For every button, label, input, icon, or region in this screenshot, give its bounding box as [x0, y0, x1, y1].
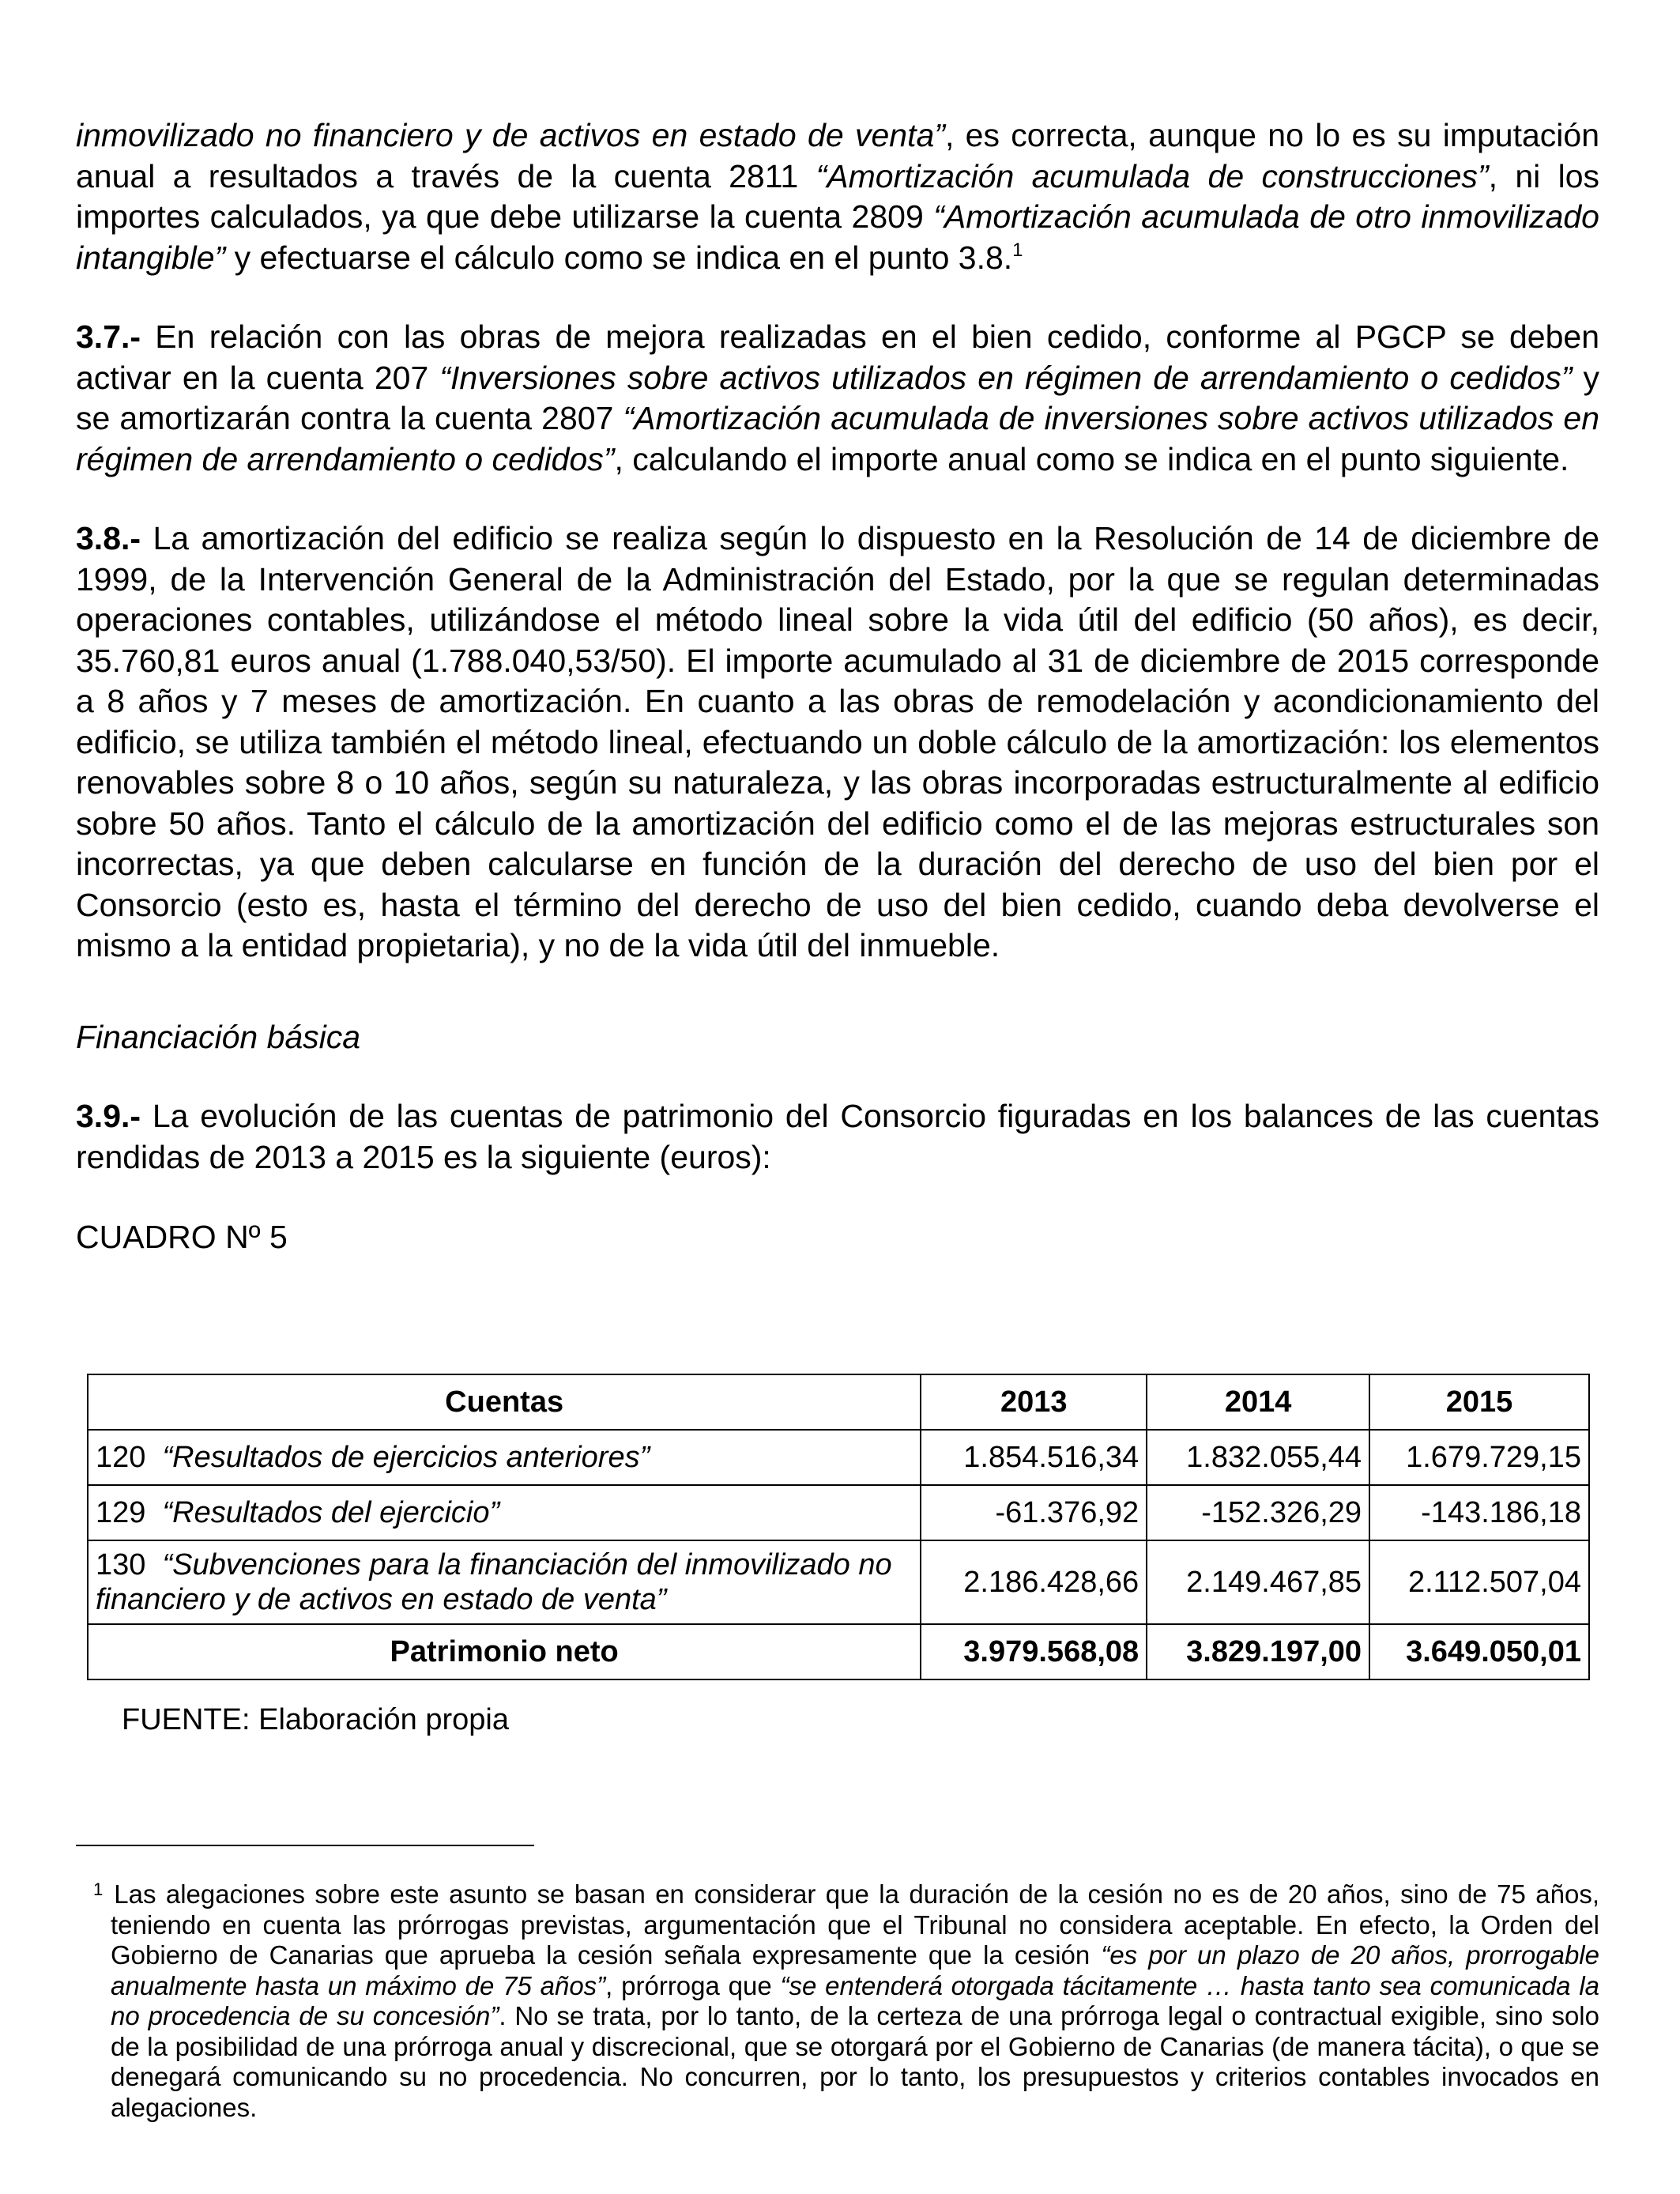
amount-cell: 2.186.428,66: [921, 1540, 1147, 1624]
amount-cell: 1.832.055,44: [1147, 1430, 1369, 1485]
footnote-text: [76, 1879, 1599, 2123]
total-amount-cell: 3.829.197,00: [1147, 1624, 1369, 1679]
amount-cell: -61.376,92: [921, 1485, 1147, 1540]
account-name-italic: “Amortización acumulada de otro inmovilizado intangible”: [76, 198, 1599, 276]
account-name: “Subvenciones para la financiación del inmovilizado no financiero y de activos en estado de venta”: [96, 1548, 892, 1616]
footnote-text-part: , prórroga que: [605, 1970, 781, 2000]
account-name-italic: “Amortización acumulada de inversiones sobre activos utilizados en régimen de arrendamiento o cedidos”: [76, 400, 1599, 477]
total-amount-cell: 3.979.568,08: [921, 1624, 1147, 1679]
paragraph-text: , ni los importes calculados, ya que debe utilizarse la cuenta 2809: [76, 157, 1599, 235]
amount-cell: 1.854.516,34: [921, 1430, 1147, 1485]
paragraph-text: y efectuarse el cálculo como se indica en el punto 3.8.: [225, 239, 1013, 276]
paragraph-number: 3.9.-: [76, 1098, 141, 1134]
column-header: 2014: [1147, 1374, 1369, 1430]
account-name-italic: “Inversiones sobre activos utilizados en régimen de arrendamiento o cedidos”: [439, 359, 1573, 396]
paragraph-3-9: [76, 1096, 1599, 1178]
account-name-italic: inmovilizado no financiero y de activos en estado de venta”: [76, 117, 945, 153]
amount-cell: -143.186,18: [1369, 1485, 1589, 1540]
amount-cell: 1.679.729,15: [1369, 1430, 1589, 1485]
account-cell: [88, 1540, 921, 1624]
account-name: “Resultados del ejercicio”: [162, 1496, 500, 1529]
account-cell: [88, 1485, 921, 1540]
total-label: Patrimonio neto: [88, 1624, 921, 1679]
footnote-reference[interactable]: 1: [1012, 239, 1023, 261]
paragraph-text: La evolución de las cuentas de patrimonio del Consorcio figuradas en los balances de las cuentas rendidas de 2013 a 2015 es la siguiente (euros):: [76, 1098, 1599, 1175]
table-source: FUENTE: Elaboración propia: [122, 1703, 509, 1736]
amount-cell: -152.326,29: [1147, 1485, 1369, 1540]
paragraph-3-8: [76, 518, 1599, 967]
paragraph-3-7: [76, 317, 1599, 480]
paragraph-text: , calculando el importe anual como se indica en el punto siguiente.: [614, 440, 1569, 477]
amount-cell: 2.149.467,85: [1147, 1540, 1369, 1624]
table-row: [88, 1485, 1589, 1540]
table-caption: CUADRO Nº 5: [76, 1219, 288, 1255]
paragraph-3-6-continuation: [76, 115, 1599, 278]
footnote-quote: “es por un plazo de 20 años, prorrogable anualmente hasta un máximo de 75 años”: [111, 1940, 1599, 2000]
patrimonio-table: [87, 1374, 1590, 1680]
column-header: Cuentas: [88, 1374, 921, 1430]
amount-cell: 2.112.507,04: [1369, 1540, 1589, 1624]
paragraph-text: , es correcta, aunque no lo es su imputación anual a resultados a través de la cuenta 2811: [76, 117, 1600, 194]
paragraph-text: En relación con las obras de mejora realizadas en el bien cedido, conforme al PGCP se deben activar en la cuenta 207: [76, 319, 1599, 396]
footnote-mark: 1: [93, 1879, 104, 1899]
total-amount-cell: 3.649.050,01: [1369, 1624, 1589, 1679]
account-code: 120: [96, 1441, 146, 1474]
table-row: [88, 1540, 1589, 1624]
account-code: 129: [96, 1496, 146, 1529]
document-page: [76, 115, 1600, 2122]
account-cell: [88, 1430, 921, 1485]
column-header: 2015: [1369, 1374, 1589, 1430]
footnote-separator: [76, 1845, 534, 1846]
account-name-italic: “Amortización acumulada de construcciones”: [816, 157, 1489, 194]
paragraph-number: 3.7.-: [76, 319, 141, 355]
paragraph-text: La amortización del edificio se realiza según lo dispuesto en la Resolución de 14 de diciembre de 1999, de la Intervención General de la Administración del Estado, por la que se regulan determinadas operaciones contables, utilizándose el método lineal sobre la vida útil del edificio (50 años), es decir, 35.760,81 euros anual (1.788.040,53/50). El importe acumulado al 31 de diciembre de 2015 corresponde a 8 años y 7 meses de amortización. En cuanto a las obras de remodelación y acondicionamiento del edificio, se utiliza también el método lineal, efectuando un doble cálculo de la amortización: los elementos renovables sobre 8 o 10 años, según su naturaleza, y las obras incorporadas estructuralmente al edificio sobre 50 años. Tanto el cálculo de la amortización del edificio como el de las mejoras estructurales son incorrectas, ya que deben calcularse en función de la duración del derecho de uso del bien por el Consorcio (esto es, hasta el término del derecho de uso del bien cedido, cuando deba devolverse el mismo a la entidad propietaria), y no de la vida útil del inmueble.: [76, 520, 1599, 963]
table-header-row: [88, 1374, 1589, 1430]
column-header: 2013: [921, 1374, 1147, 1430]
paragraph-text: y se amortizarán contra la cuenta 2807: [76, 359, 1599, 436]
account-name: “Resultados de ejercicios anteriores”: [162, 1441, 650, 1474]
account-code: 130: [96, 1548, 146, 1581]
footnote-text-part: Las alegaciones sobre este asunto se basan en considerar que la duración de la cesión no es de 20 años, sino de 75 años, teniendo en cuenta las prórrogas previstas, argumentación que el Tribunal no considera aceptable. En efecto, la Orden del Gobierno de Canarias que aprueba la cesión señala expresamente que la cesión: [111, 1879, 1599, 1970]
section-heading: Financiación básica: [76, 1018, 361, 1055]
footnote-quote: “se entenderá otorgada tácitamente … hasta tanto sea comunicada la no procedencia de su concesión”: [111, 1970, 1600, 2030]
footnote-text-part: . No se trata, por lo tanto, de la certeza de una prórroga legal o contractual exigible, sino solo de la posibilidad de una prórroga anual y discrecional, que se otorgará por el Gobierno de Canarias (de manera tácita), o que se denegará comunicando su no procedencia. No concurren, por lo tanto, los presupuestos y criterios contables invocados en alegaciones.: [111, 2001, 1599, 2122]
table-total-row: [88, 1624, 1589, 1679]
table-row: [88, 1430, 1589, 1485]
footnote: [76, 1879, 1599, 2123]
paragraph-number: 3.8.-: [76, 520, 141, 556]
